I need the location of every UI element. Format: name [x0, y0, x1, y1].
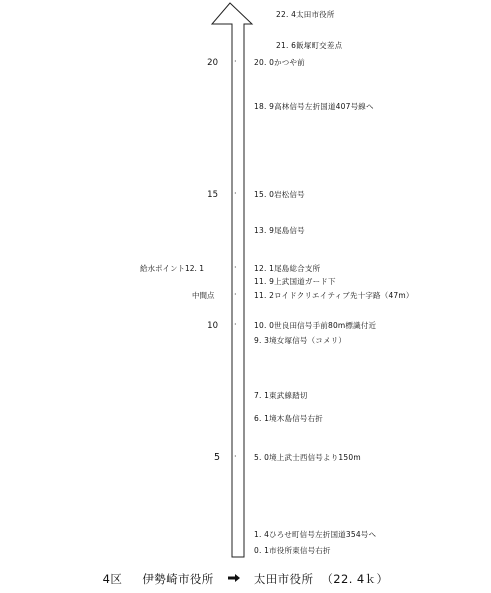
tick-dot: ·	[234, 452, 237, 461]
route-point-label: 18. 9高林信号左折国道407号線へ	[254, 102, 374, 111]
km-marker-20: 20	[207, 58, 218, 68]
from-location: 伊勢崎市役所	[142, 572, 214, 586]
route-point-label: 5. 0境上武士西信号より150m	[254, 453, 361, 462]
arrow-right-icon	[228, 571, 240, 579]
route-point-label: 9. 3境女塚信号（コメリ）	[254, 336, 347, 345]
route-point-label: 11. 2ロイドクリエイティブ先十字路（47m）	[254, 291, 414, 300]
route-point-label: 12. 1尾島総合支所	[254, 264, 321, 273]
route-point-label: 7. 1東武線踏切	[254, 391, 308, 400]
route-point-label: 21. 6飯塚町交差点	[276, 41, 343, 50]
tick-dot: ·	[234, 57, 237, 66]
route-point-label: 10. 0世良田信号手前80m標識付近	[254, 321, 377, 330]
tick-dot: ·	[234, 189, 237, 198]
tick-dot: ·	[234, 263, 237, 272]
to-location: 太田市役所	[253, 572, 314, 586]
km-marker-10: 10	[207, 321, 218, 331]
route-point-label: 15. 0岩松信号	[254, 190, 305, 199]
route-point-label: 20. 0かつや前	[254, 58, 305, 67]
section-number: 4区	[102, 572, 123, 586]
tick-dot: ·	[234, 290, 237, 299]
route-point-label: 22. 4太田市役所	[276, 10, 335, 19]
section-footer	[0, 571, 491, 587]
midpoint-note: 中間点	[192, 291, 215, 300]
route-arrow-shape	[212, 3, 252, 557]
route-point-label: 6. 1境木島信号右折	[254, 414, 324, 423]
tick-dot: ·	[234, 320, 237, 329]
water-point-note: 給水ポイント12. 1	[140, 264, 205, 273]
route-point-label: 1. 4ひろせ町信号左折国道354号へ	[254, 530, 377, 539]
route-point-label: 0. 1市役所東信号右折	[254, 546, 331, 555]
route-point-label: 13. 9尾島信号	[254, 226, 305, 235]
km-marker-15: 15	[207, 190, 218, 200]
km-marker-5: 5	[213, 452, 220, 463]
route-point-label: 11. 9上武国道ガード下	[254, 277, 336, 286]
section-distance: （22. 4ｋ）	[321, 572, 389, 586]
